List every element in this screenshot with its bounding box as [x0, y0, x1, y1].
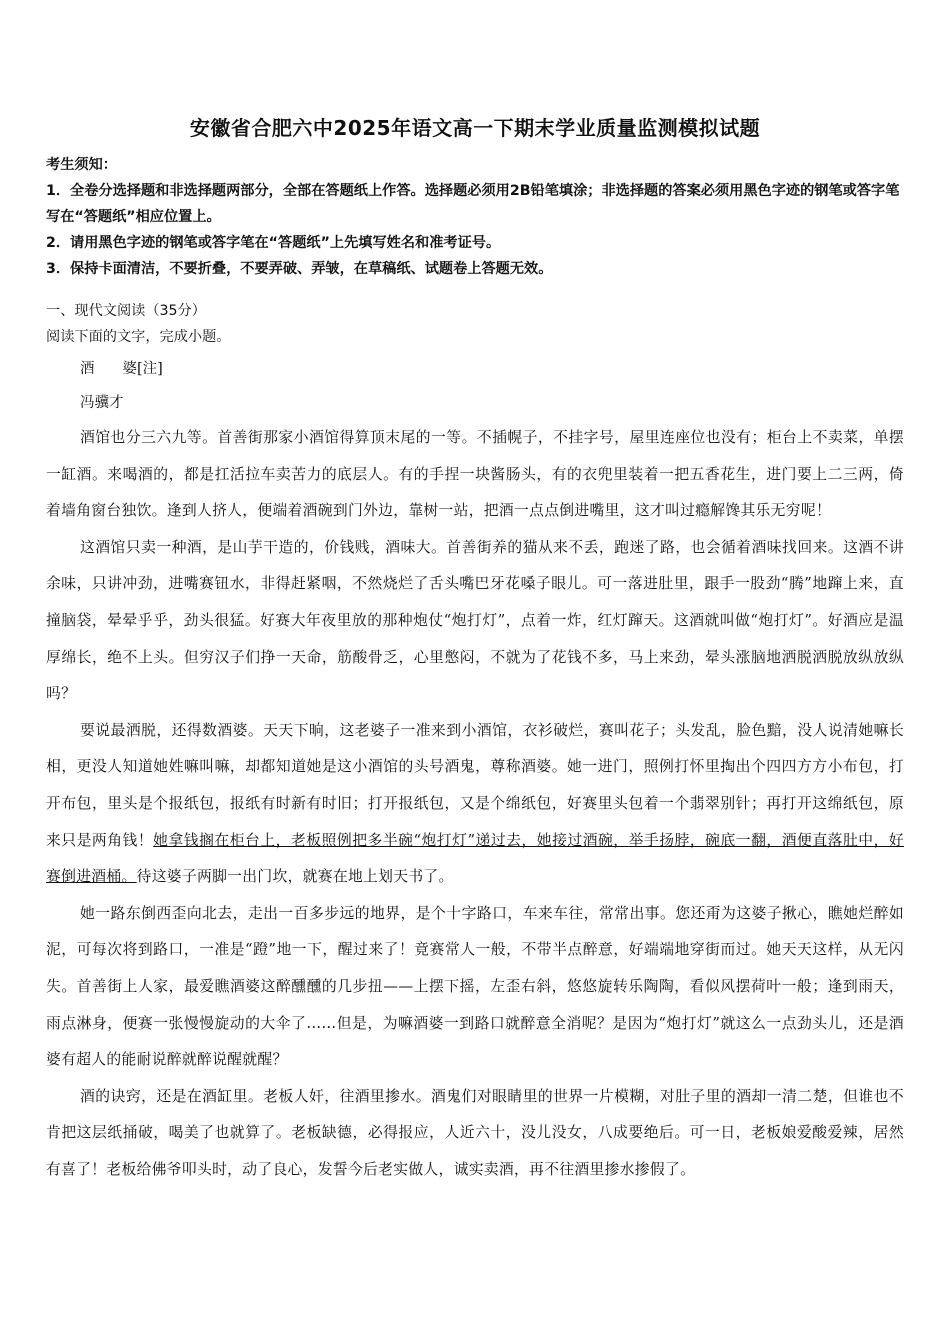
notice-item-2: 2．请用黑色字迹的钢笔或答字笔在“答题纸”上先填写姓名和准考证号。: [46, 235, 501, 251]
paragraph-2: 这酒馆只卖一种酒，是山芋干造的，价钱贱，酒味大。首善街养的猫从来不丢，跑迷了路，也会循着酒味找回来。这酒不讲余味，只讲冲劲，进嘴赛钮水，非得赶紧咽，不然烧烂了舌头嘴巴牙花嗓子眼儿。可一落进肚里，跟手一股劲“腾”地蹿上来，直撞脑袋，晕晕乎乎，劲头很猛。好赛大年夜里放的那种炮仗“炮打灯”，点着一炸，红灯蹿天。这酒就叫做“炮打灯”。好酒应是温厚绵长，绝不上头。但穷汉子们挣一天命，筋酸骨乏，心里憋闷，不就为了花钱不多，马上来劲，晕头涨脑地洒脱洒脱放纵放纵吗？: [46, 538, 904, 703]
notice-item-1: 1．全卷分选择题和非选择题两部分，全部在答题纸上作答。选择题必须用2B铅笔填涂；非选择题的答案必须用黑色字迹的钢笔或答字笔写在“答题纸”相应位置上。: [46, 183, 900, 225]
article-title: [80, 357, 163, 378]
notice-heading: 考生须知：: [46, 157, 117, 173]
paragraph-3-text-a: 要说最洒脱，还得数酒婆。天天下晌，这老婆子一准来到小酒馆，衣衫破烂，赛叫花子；头发乱，脸色黯，没人说清她嘛长相，更没人知道她姓嘛叫嘛，却都知道她是这小酒馆的头号酒鬼，尊称酒婆。她一进门，照例打怀里掏出个四四方方小布包，打开布包，里头是个报纸包，报纸有时新有时旧；打开报纸包，又是个绵纸包，好赛里头包着一个翡翠别针；再打开这绵纸包，原来只是两角钱！: [46, 721, 904, 849]
underlined-sentence: 她拿钱搁在柜台上，老板照例把多半碗“炮打灯”递过去，她接过酒碗，举手扬脖，碗底一翻，酒便直落肚中，好赛倒进酒桶。: [46, 831, 904, 886]
article-title-part1: 酒: [80, 361, 95, 377]
document-title: 安徽省合肥六中2025年语文高一下期末学业质量监测模拟试题: [189, 116, 761, 140]
section-header: [46, 298, 906, 350]
paragraph-4: 她一路东倒西歪向北去，走出一百多步远的地界，是个十字路口，车来车往，常常出事。您还甭为这婆子揪心，瞧她烂醉如泥，可每次将到路口，一准是“蹬”地一下，醒过来了！竟赛常人一般，不带半点醉意，好端端地穿街而过。她天天这样，从无闪失。首善街上人家，最爱瞧酒婆这醉醺醺的几步扭——上摆下摇，左歪右斜，悠悠旋转乐陶陶，看似风摆荷叶一般；逢到雨天，雨点淋身，便赛一张慢慢旋动的大伞了……但是，为嘛酒婆一到路口就醉意全消呢？是因为“炮打灯”就这么一点劲头儿，还是酒婆有超人的能耐说醉就醉说醒就醒？: [46, 904, 904, 1069]
paragraph-3-text-c: 待这婆子两脚一出门坎，就赛在地上划天书了。: [136, 868, 454, 886]
paragraph-5: 酒的诀窍，还是在酒缸里。老板人奸，往酒里掺水。酒鬼们对眼睛里的世界一片模糊，对肚子里的酒却一清二楚，但谁也不肯把这层纸捅破，喝美了也就算了。老板缺德，必得报应，人近六十，没儿没女，八成要绝后。可一日，老板娘爱酸爱辣，居然有喜了！老板给佛爷叩头时，动了良心，发誓今后老实做人，诚实卖酒，再不往酒里掺水掺假了。: [46, 1087, 904, 1178]
notice-item-3: 3．保持卡面清洁，不要折叠，不要弄破、弄皱，在草稿纸、试题卷上答题无效。: [46, 261, 553, 277]
article-author: 冯骥才: [80, 395, 124, 411]
paragraph-1: 酒馆也分三六九等。首善街那家小酒馆得算顶末尾的一等。不插幌子，不挂字号，屋里连座位也没有；柜台上不卖菜，单摆一缸酒。来喝酒的，都是扛活拉车卖苦力的底层人。有的手捏一块酱肠头，有的衣兜里装着一把五香花生，进门要上二三两，倚着墙角窗台独饮。逢到人挤人，便端着酒碗到门外边，靠树一站，把酒一点点倒进嘴里，这才叫过瘾解馋其乐无穷呢！: [46, 429, 904, 520]
article-title-part2: 婆[注]: [122, 361, 163, 377]
article-body: [46, 420, 904, 1188]
paragraph-3: [46, 713, 904, 896]
section-instruction: 阅读下面的文字，完成小题。: [46, 329, 231, 345]
candidate-notice: [46, 152, 906, 282]
section-heading: 一、现代文阅读（35分）: [46, 303, 206, 319]
